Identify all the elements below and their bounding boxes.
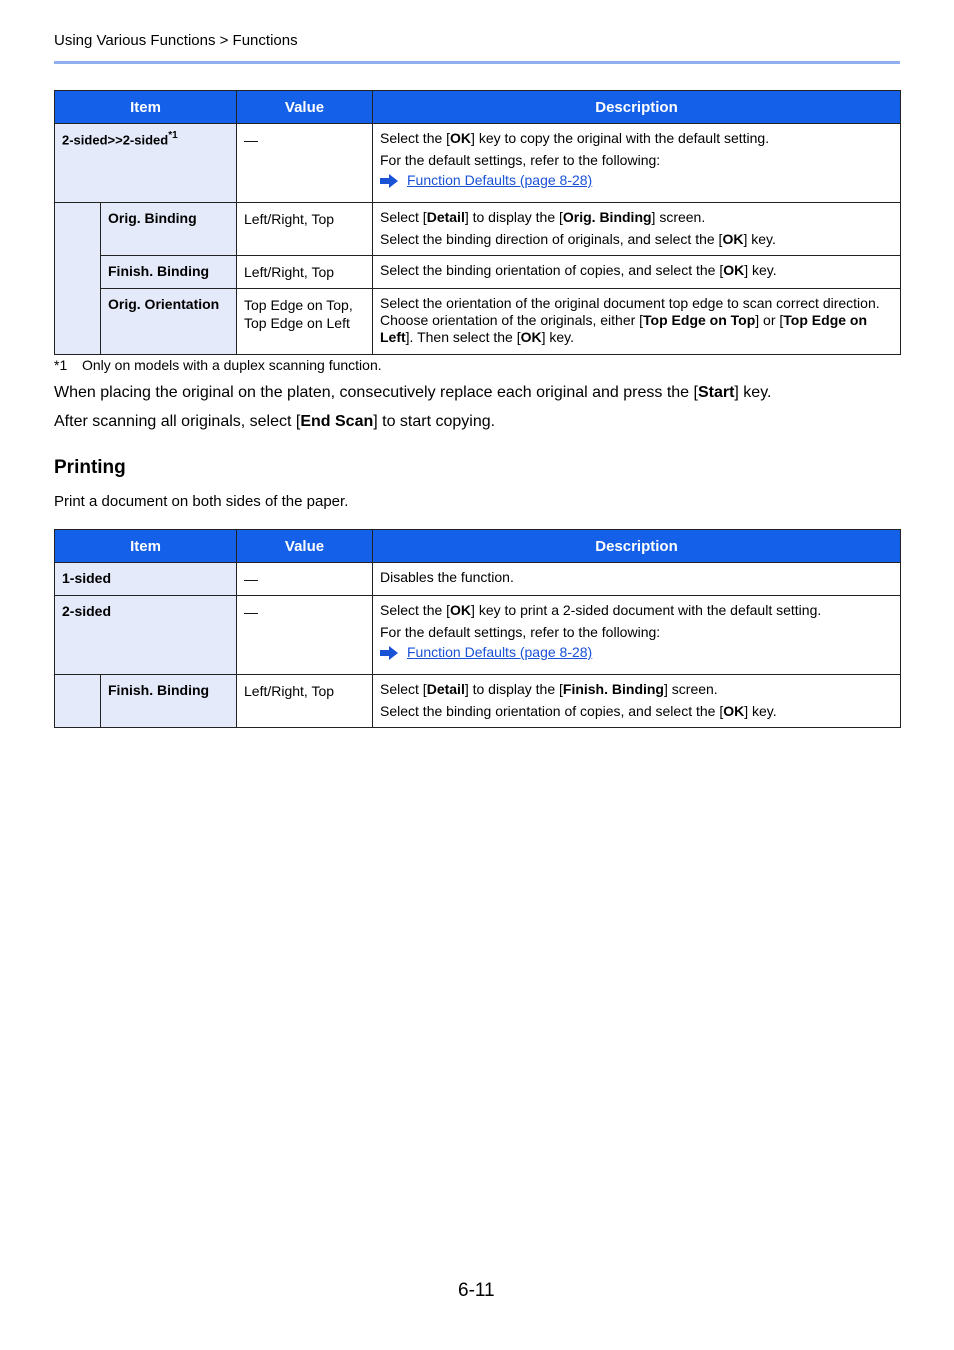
value-cell: — bbox=[237, 124, 373, 203]
paragraph-end-scan: After scanning all originals, select [End Scan] to start copying. bbox=[54, 413, 496, 430]
item-label: 2-sided>>2-sided bbox=[62, 132, 169, 148]
table-row bbox=[55, 203, 901, 256]
section-heading-printing: Printing bbox=[54, 457, 126, 478]
column-header-description: Description bbox=[373, 91, 901, 124]
value-cell: Top Edge on Top, Top Edge on Left bbox=[237, 289, 373, 355]
indent-cell bbox=[55, 203, 101, 355]
function-defaults-link[interactable]: Function Defaults (page 8-28) bbox=[407, 172, 593, 188]
function-defaults-link[interactable]: Function Defaults (page 8-28) bbox=[407, 644, 593, 660]
value-cell: Left/Right, Top bbox=[237, 203, 373, 256]
indent-cell bbox=[55, 675, 101, 728]
column-header-value: Value bbox=[237, 530, 373, 563]
item-cell: Orig. Orientation bbox=[101, 289, 237, 355]
description-cell: Select [Detail] to display the [Orig. Binding] screen. Select the binding direction of originals, and select the [OK] key. bbox=[373, 203, 901, 256]
footnote bbox=[54, 357, 382, 373]
arrow-right-icon bbox=[380, 174, 398, 188]
page-number: 6-11 bbox=[458, 1280, 495, 1301]
cross-reference bbox=[380, 172, 893, 189]
table-row bbox=[55, 124, 901, 203]
footnote-mark: *1 bbox=[54, 357, 68, 373]
item-cell: 1-sided bbox=[55, 563, 237, 596]
column-header-description: Description bbox=[373, 530, 901, 563]
column-header-value: Value bbox=[237, 91, 373, 124]
copy-duplex-settings-table bbox=[54, 90, 901, 355]
item-cell: Finish. Binding bbox=[101, 256, 237, 289]
arrow-right-icon bbox=[380, 646, 398, 660]
paragraph-platen: When placing the original on the platen, consecutively replace each original and press the [Start] key. bbox=[54, 384, 772, 401]
print-duplex-settings-table bbox=[54, 529, 901, 728]
header-divider bbox=[54, 61, 900, 64]
table-header-row bbox=[55, 91, 901, 124]
description-cell: Select the orientation of the original document top edge to scan correct direction. Choose orientation of the originals, either [Top Edge on Top] or [Top Edge on Left]. Then select the [OK] key. bbox=[373, 289, 901, 355]
cross-reference bbox=[380, 644, 893, 661]
item-cell: Orig. Binding bbox=[101, 203, 237, 256]
column-header-item: Item bbox=[55, 91, 237, 124]
description-cell: Select [Detail] to display the [Finish. Binding] screen. Select the binding orientation of copies, and select the [OK] key. bbox=[373, 675, 901, 728]
description-cell: Disables the function. bbox=[373, 563, 901, 596]
table-row bbox=[55, 256, 901, 289]
table-header-row bbox=[55, 530, 901, 563]
description-cell: Select the [OK] key to copy the original with the default setting. For the default settings, refer to the following: Function Defaults (page 8-28) bbox=[373, 124, 901, 203]
footnote-marker: *1 bbox=[168, 130, 178, 141]
value-cell: — bbox=[237, 563, 373, 596]
printing-intro: Print a document on both sides of the paper. bbox=[54, 493, 349, 510]
breadcrumb: Using Various Functions > Functions bbox=[54, 32, 298, 49]
description-cell: Select the binding orientation of copies, and select the [OK] key. bbox=[373, 256, 901, 289]
table-row bbox=[55, 563, 901, 596]
item-cell: 2-sided bbox=[55, 596, 237, 675]
table-row bbox=[55, 675, 901, 728]
item-cell: Finish. Binding bbox=[101, 675, 237, 728]
footnote-text: Only on models with a duplex scanning function. bbox=[82, 357, 382, 373]
value-cell: Left/Right, Top bbox=[237, 675, 373, 728]
column-header-item: Item bbox=[55, 530, 237, 563]
description-cell: Select the [OK] key to print a 2-sided document with the default setting. For the default settings, refer to the following: Function Defaults (page 8-28) bbox=[373, 596, 901, 675]
table-row bbox=[55, 596, 901, 675]
value-cell: — bbox=[237, 596, 373, 675]
value-cell: Left/Right, Top bbox=[237, 256, 373, 289]
item-cell bbox=[55, 124, 237, 203]
table-row bbox=[55, 289, 901, 355]
